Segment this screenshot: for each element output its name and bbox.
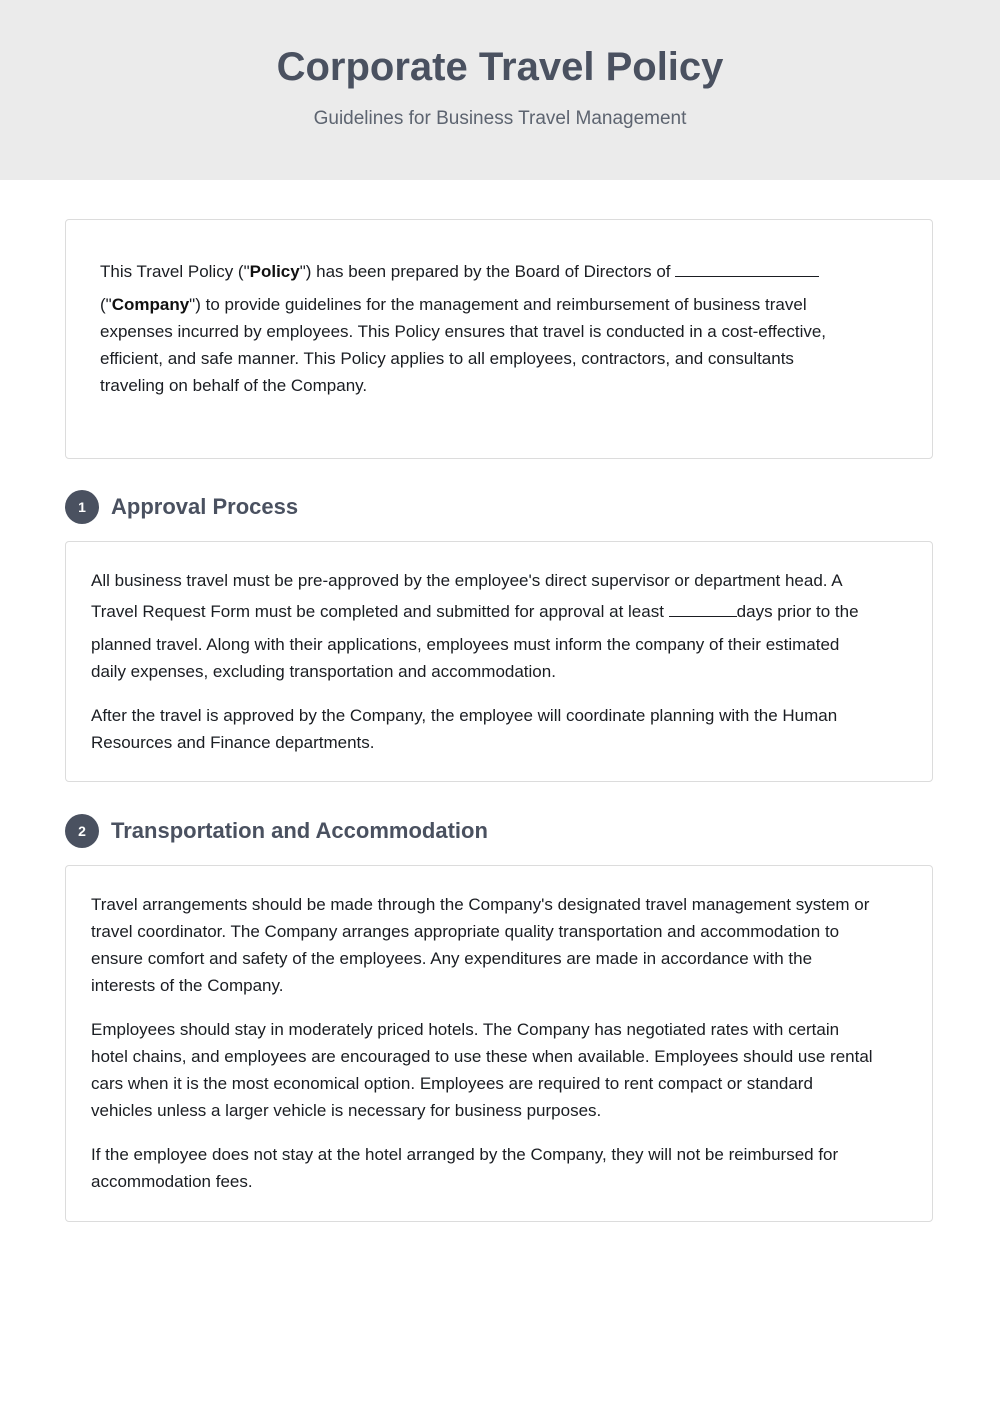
- section-number-badge: 1: [65, 490, 99, 524]
- intro-line: efficient, and safe manner. This Policy applies to all employees, contractors, and consultants: [100, 349, 794, 368]
- intro-line: This Travel Policy ("Policy") has been prepared by the Board of Directors of: [100, 258, 826, 291]
- approval-paragraph-1: All business travel must be pre-approved by the employee's direct supervisor or department head. A Travel Request Form must be completed and submitted for approval at least days prior to the planned travel. Along with their applications, employees must inform the company of their estimated daily expenses, excluding transportation and accommodation.: [91, 571, 859, 681]
- section-number-badge: 2: [65, 814, 99, 848]
- intro-line: ("Company") to provide guidelines for the management and reimbursement of business travel: [100, 295, 807, 314]
- transportation-card: [65, 865, 933, 1222]
- approval-process-card: [65, 541, 933, 782]
- intro-line: traveling on behalf of the Company.: [100, 376, 368, 395]
- days-prior-blank: [669, 602, 737, 617]
- policy-term: Policy: [249, 262, 300, 281]
- page-title: Corporate Travel Policy: [276, 45, 724, 89]
- section-title: Approval Process: [111, 494, 299, 519]
- approval-paragraph-2: After the travel is approved by the Company, the employee will coordinate planning with the Human Resources and Finance departments.: [91, 706, 838, 752]
- intro-card: [65, 219, 933, 459]
- transportation-paragraph-1: Travel arrangements should be made through the Company's designated travel management system or travel coordinator. The Company arranges appropriate quality transportation and accommodation to ensure comfort and safety of the employees. Any expenditures are made in accordance with the interests of the Company.: [91, 895, 870, 995]
- transportation-paragraph-2: Employees should stay in moderately priced hotels. The Company has negotiated rates with certain hotel chains, and employees are encouraged to use these when available. Employees should use rental cars when it is the most economical option. Employees are required to rent compact or standard vehicles unless a larger vehicle is necessary for business purposes.: [91, 1020, 873, 1120]
- transportation-paragraph-3: If the employee does not stay at the hotel arranged by the Company, they will not be reimbursed for accommodation fees.: [91, 1145, 839, 1191]
- intro-line: expenses incurred by employees. This Policy ensures that travel is conducted in a cost-effective,: [100, 322, 827, 341]
- company-term: Company: [111, 295, 190, 314]
- intro-paragraph: [100, 258, 826, 399]
- page-subtitle: Guidelines for Business Travel Management: [313, 108, 687, 129]
- document-header: [0, 0, 1000, 180]
- section-title: Transportation and Accommodation: [111, 818, 488, 843]
- company-name-blank: [675, 262, 819, 277]
